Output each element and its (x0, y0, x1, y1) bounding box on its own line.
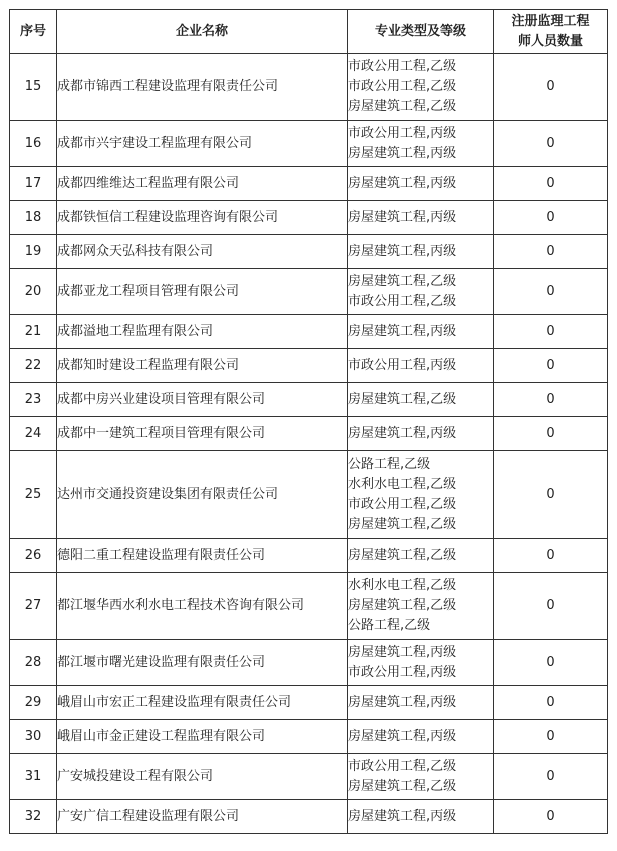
row-index: 16 (10, 121, 57, 167)
row-company-name: 广安城投建设工程有限公司 (57, 754, 348, 800)
category-entry: 房屋建筑工程,丙级 (348, 425, 457, 441)
table-row (10, 573, 608, 640)
row-categories (348, 573, 494, 640)
row-company-name: 达州市交通投资建设集团有限责任公司 (57, 451, 348, 539)
category-entry: 市政公用工程,乙级 (348, 293, 457, 309)
table-row (10, 54, 608, 121)
category-entry: 市政公用工程,乙级 (348, 79, 457, 94)
row-engineer-count: 0 (494, 167, 608, 201)
row-index: 27 (10, 573, 57, 640)
category-entry: 房屋建筑工程,乙级 (348, 547, 457, 563)
row-categories (348, 201, 494, 235)
row-index: 26 (10, 539, 57, 573)
table-row (10, 754, 608, 800)
category-entry: 房屋建筑工程,乙级 (348, 391, 457, 407)
row-categories (348, 167, 494, 201)
row-categories (348, 315, 494, 349)
table-row (10, 201, 608, 235)
row-company-name: 成都中房兴业建设项目管理有限公司 (57, 383, 348, 417)
row-engineer-count: 0 (494, 800, 608, 834)
row-categories (348, 269, 494, 315)
category-entry: 房屋建筑工程,丙级 (348, 145, 457, 161)
row-engineer-count: 0 (494, 754, 608, 800)
row-index: 23 (10, 383, 57, 417)
row-engineer-count: 0 (494, 686, 608, 720)
row-categories (348, 235, 494, 269)
row-engineer-count: 0 (494, 383, 608, 417)
category-entry: 房屋建筑工程,乙级 (348, 99, 457, 114)
header-row (10, 10, 608, 54)
row-engineer-count: 0 (494, 451, 608, 539)
table-row (10, 451, 608, 539)
row-index: 18 (10, 201, 57, 235)
row-categories (348, 539, 494, 573)
category-entry: 市政公用工程,乙级 (348, 59, 457, 74)
row-categories (348, 121, 494, 167)
row-engineer-count: 0 (494, 201, 608, 235)
category-entry: 市政公用工程,乙级 (348, 496, 457, 512)
category-entry: 市政公用工程,乙级 (348, 758, 457, 774)
row-company-name: 成都网众天弘科技有限公司 (57, 235, 348, 269)
category-entry: 房屋建筑工程,乙级 (348, 778, 457, 794)
row-company-name: 峨眉山市宏正工程建设监理有限责任公司 (57, 686, 348, 720)
row-categories (348, 451, 494, 539)
enterprise-table (9, 9, 608, 834)
category-entry: 房屋建筑工程,乙级 (348, 598, 457, 613)
category-entry: 市政公用工程,丙级 (348, 357, 457, 373)
row-index: 31 (10, 754, 57, 800)
row-company-name: 成都四维维达工程监理有限公司 (57, 167, 348, 201)
row-company-name: 峨眉山市金正建设工程监理有限公司 (57, 720, 348, 754)
row-index: 25 (10, 451, 57, 539)
table-row (10, 167, 608, 201)
row-categories (348, 800, 494, 834)
table-row (10, 800, 608, 834)
row-company-name: 成都市锦西工程建设监理有限责任公司 (57, 54, 348, 121)
row-index: 29 (10, 686, 57, 720)
row-company-name: 成都中一建筑工程项目管理有限公司 (57, 417, 348, 451)
header-engineer-count (494, 10, 608, 54)
row-engineer-count: 0 (494, 417, 608, 451)
row-categories (348, 349, 494, 383)
category-entry: 房屋建筑工程,丙级 (348, 808, 457, 824)
category-entry: 公路工程,乙级 (348, 618, 431, 633)
row-engineer-count: 0 (494, 349, 608, 383)
row-categories (348, 417, 494, 451)
row-engineer-count: 0 (494, 235, 608, 269)
row-company-name: 成都市兴宇建设工程监理有限公司 (57, 121, 348, 167)
row-index: 30 (10, 720, 57, 754)
row-index: 19 (10, 235, 57, 269)
row-index: 15 (10, 54, 57, 121)
category-entry: 市政公用工程,丙级 (348, 664, 457, 680)
row-company-name: 都江堰华西水利水电工程技术咨询有限公司 (57, 573, 348, 640)
header-company: 企业名称 (57, 10, 348, 54)
category-entry: 房屋建筑工程,丙级 (348, 209, 457, 225)
row-index: 32 (10, 800, 57, 834)
category-entry: 水利水电工程,乙级 (348, 578, 457, 593)
row-company-name: 广安广信工程建设监理有限公司 (57, 800, 348, 834)
table-row (10, 315, 608, 349)
row-engineer-count: 0 (494, 640, 608, 686)
table-row (10, 349, 608, 383)
row-index: 28 (10, 640, 57, 686)
row-index: 20 (10, 269, 57, 315)
row-company-name: 成都铁恒信工程建设监理咨询有限公司 (57, 201, 348, 235)
category-entry: 房屋建筑工程,乙级 (348, 273, 457, 289)
row-categories (348, 754, 494, 800)
category-entry: 房屋建筑工程,丙级 (348, 694, 457, 710)
row-categories (348, 383, 494, 417)
row-index: 24 (10, 417, 57, 451)
row-company-name: 都江堰市曙光建设监理有限责任公司 (57, 640, 348, 686)
header-index: 序号 (10, 10, 57, 54)
row-engineer-count: 0 (494, 539, 608, 573)
row-index: 22 (10, 349, 57, 383)
table-body (10, 54, 608, 834)
row-categories (348, 640, 494, 686)
row-company-name: 德阳二重工程建设监理有限责任公司 (57, 539, 348, 573)
row-engineer-count: 0 (494, 573, 608, 640)
row-engineer-count: 0 (494, 269, 608, 315)
row-index: 17 (10, 167, 57, 201)
category-entry: 水利水电工程,乙级 (348, 476, 457, 492)
category-entry: 房屋建筑工程,丙级 (348, 644, 457, 660)
row-company-name: 成都亚龙工程项目管理有限公司 (57, 269, 348, 315)
table-row (10, 640, 608, 686)
header-category: 专业类型及等级 (348, 10, 494, 54)
row-index: 21 (10, 315, 57, 349)
category-entry: 房屋建筑工程,丙级 (348, 243, 457, 259)
table-row (10, 539, 608, 573)
category-entry: 公路工程,乙级 (348, 456, 431, 472)
row-engineer-count: 0 (494, 121, 608, 167)
table-row (10, 121, 608, 167)
category-entry: 房屋建筑工程,丙级 (348, 175, 457, 191)
category-entry: 市政公用工程,丙级 (348, 125, 457, 141)
category-entry: 房屋建筑工程,乙级 (348, 516, 457, 532)
row-company-name: 成都知时建设工程监理有限公司 (57, 349, 348, 383)
row-engineer-count: 0 (494, 720, 608, 754)
table-row (10, 417, 608, 451)
row-engineer-count: 0 (494, 315, 608, 349)
row-engineer-count: 0 (494, 54, 608, 121)
table-row (10, 235, 608, 269)
header-engineer-count-line2: 师人员数量 (517, 33, 583, 49)
table-row (10, 720, 608, 754)
row-categories (348, 720, 494, 754)
table-row (10, 686, 608, 720)
table-row (10, 269, 608, 315)
category-entry: 房屋建筑工程,丙级 (348, 323, 457, 339)
row-company-name: 成都溢地工程监理有限公司 (57, 315, 348, 349)
table-row (10, 383, 608, 417)
category-entry: 房屋建筑工程,丙级 (348, 728, 457, 744)
header-engineer-count-line1: 注册监理工程 (511, 13, 590, 29)
row-categories (348, 686, 494, 720)
row-categories (348, 54, 494, 121)
